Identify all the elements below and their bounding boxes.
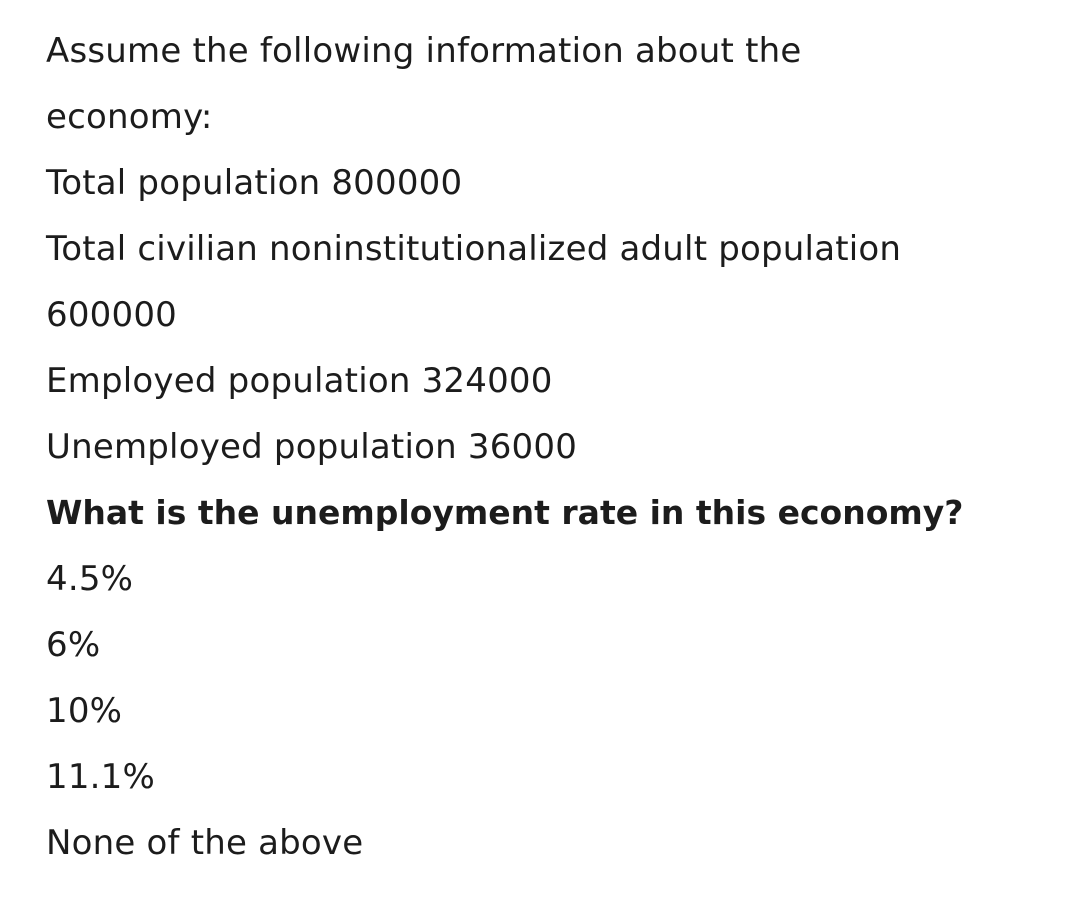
fact-civilian-population-label: Total civilian noninstitutionalized adult population	[46, 229, 902, 269]
answer-option[interactable]: 6%	[46, 625, 101, 665]
answer-options	[46, 546, 1056, 876]
question-text: What is the unemployment rate in this economy?	[46, 493, 964, 532]
intro-line-2: economy:	[46, 97, 213, 137]
answer-option[interactable]: 4.5%	[46, 559, 134, 599]
fact-civilian-population-value: 600000	[46, 295, 177, 335]
answer-option[interactable]: 10%	[46, 691, 123, 731]
answer-option[interactable]: 11.1%	[46, 757, 156, 797]
answer-option[interactable]: None of the above	[46, 823, 364, 863]
fact-unemployed-population: Unemployed population 36000	[46, 427, 578, 467]
question-document	[46, 18, 1056, 876]
intro-line-1: Assume the following information about the	[46, 31, 802, 71]
fact-employed-population: Employed population 324000	[46, 361, 553, 401]
fact-total-population: Total population 800000	[46, 163, 463, 203]
